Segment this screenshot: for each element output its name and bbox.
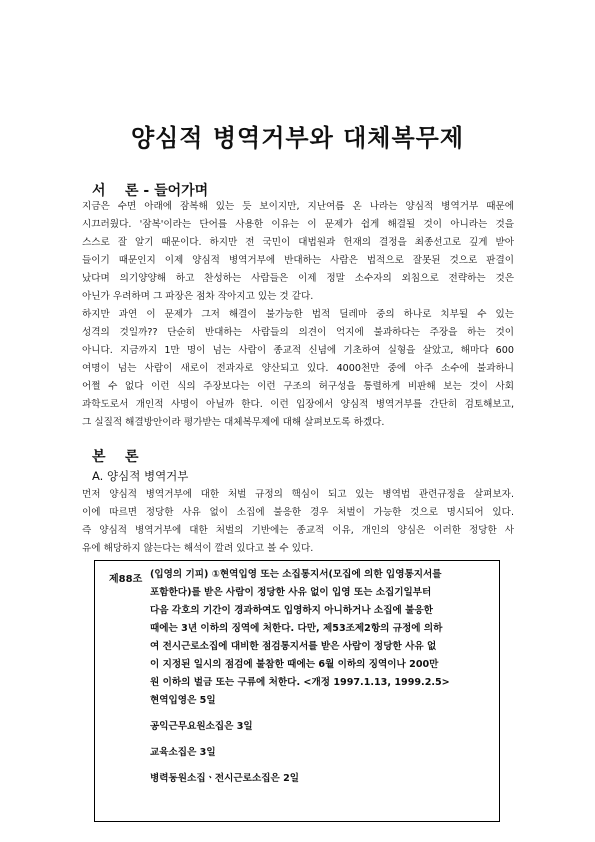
law-line: 원 이하의 벌금 또는 구류에 처한다. <개정 1997.1.13, 1999.2.5> [150,677,450,688]
law-line: 여 전시근로소집에 대비한 점검통지서를 받은 사람이 정당한 사유 없 [150,641,437,652]
intro-line: 하지만 과연 이 문제가 그저 해결이 불가능한 법적 딜레마 중의 하나로 치부될 수 있는 [82,309,514,320]
intro-line: 여명이 넘는 사람이 새로이 전과자로 양산되고 있다. 4000천만 중에 아주 소수에 불과하니 [82,363,514,374]
intro-heading: 서 론 - 들어가며 [92,183,209,199]
intro-line: 그 실질적 해결방안이라 평가받는 대체복무제에 대해 살펴보도록 하겠다. [82,417,385,428]
body-subheading: A. 양심적 병역거부 [92,469,189,483]
law-item: 교육소집은 3일 [150,747,216,758]
intro-line: 아닌가 우려하며 그 파장은 점차 작아지고 있는 것 같다. [82,291,314,302]
law-item: 병력동원소집ㆍ전시근로소집은 2일 [150,773,300,784]
intro-line: 들이기 때문인지 이제 양심적 병역거부에 반대하는 사람은 법적으로 잘못된 것으로 판결이 [82,255,514,266]
intro-line: 스스로 잘 알기 때문이다. 하지만 전 국민이 대법원과 헌재의 결정을 최종선고로 깊게 받아 [82,237,514,248]
body-line: 이에 따르면 정당한 사유 없이 소집에 불응한 경우 처벌이 가능한 것으로 명시되어 있다. [82,507,514,518]
law-line: (입영의 기피) ①현역입영 또는 소집통지서(모집에 의한 입영통지서를 [150,569,442,580]
law-line: 이 지정된 일시의 점검에 불참한 때에는 6월 이하의 징역이나 200만 [150,659,439,670]
intro-line: 과학도로서 개인적 사명이 아닐까 한다. 이런 입장에서 양심적 병역거부를 간단히 검토해보고, [82,399,514,410]
intro-line: 아니다. 지금까지 1만 명이 넘는 사람이 종교적 신념에 기초하여 실형을 살았고, 해마다 600 [82,345,514,356]
law-item: 현역입영은 5일 [150,695,216,706]
law-item: 공익근무요원소집은 3일 [150,721,253,732]
law-line: 포함한다)를 받은 사람이 정당한 사유 없이 입영 또는 소집기일부터 [150,587,432,598]
intro-line: 지금은 수면 아래에 잠복해 있는 듯 보이지만, 지난여름 온 나라는 양심적 병역거부 때문에 [82,201,514,212]
intro-line: 성격의 것일까?? 단순히 반대하는 사람들의 의견이 억지에 불과하다는 주장을 하는 것이 [82,327,514,338]
body-line: 즉 양심적 병역거부에 대한 처벌의 기반에는 종교적 이유, 개인의 양심은 이러한 정당한 사 [82,525,514,536]
body-line: 먼저 양심적 병역거부에 대한 처벌 규정의 핵심이 되고 있는 병역법 관련규정을 살펴보자. [82,489,514,500]
body-heading: 본 론 [92,449,139,465]
law-line: 다음 각호의 기간이 경과하여도 입영하지 아니하거나 소집에 불응한 [150,605,433,616]
body-line: 유에 해당하지 않는다는 해석이 깔려 있다고 볼 수 있다. [82,540,502,558]
intro-line: 어쩔 수 없다 이런 식의 주장보다는 이런 구조의 허구성을 통렬하게 비판해 보는 것이 사회 [82,381,514,392]
intro-line: 시끄러웠다. '잠복'이라는 단어를 사용한 이유는 이 문제가 쉽게 해결될 것이 아니라는 것을 [82,219,514,230]
document-title: 양심적 병역거부와 대체복무제 [130,123,465,152]
law-article-label: 제88조 [109,574,143,585]
law-line: 때에는 3년 이하의 징역에 처한다. 다만, 제53조제2항의 규정에 의하 [150,623,443,634]
intro-line: 났다며 의기양양해 하고 찬성하는 사람들은 이제 정말 소수자의 외침으로 전략하는 것은 [82,273,514,284]
